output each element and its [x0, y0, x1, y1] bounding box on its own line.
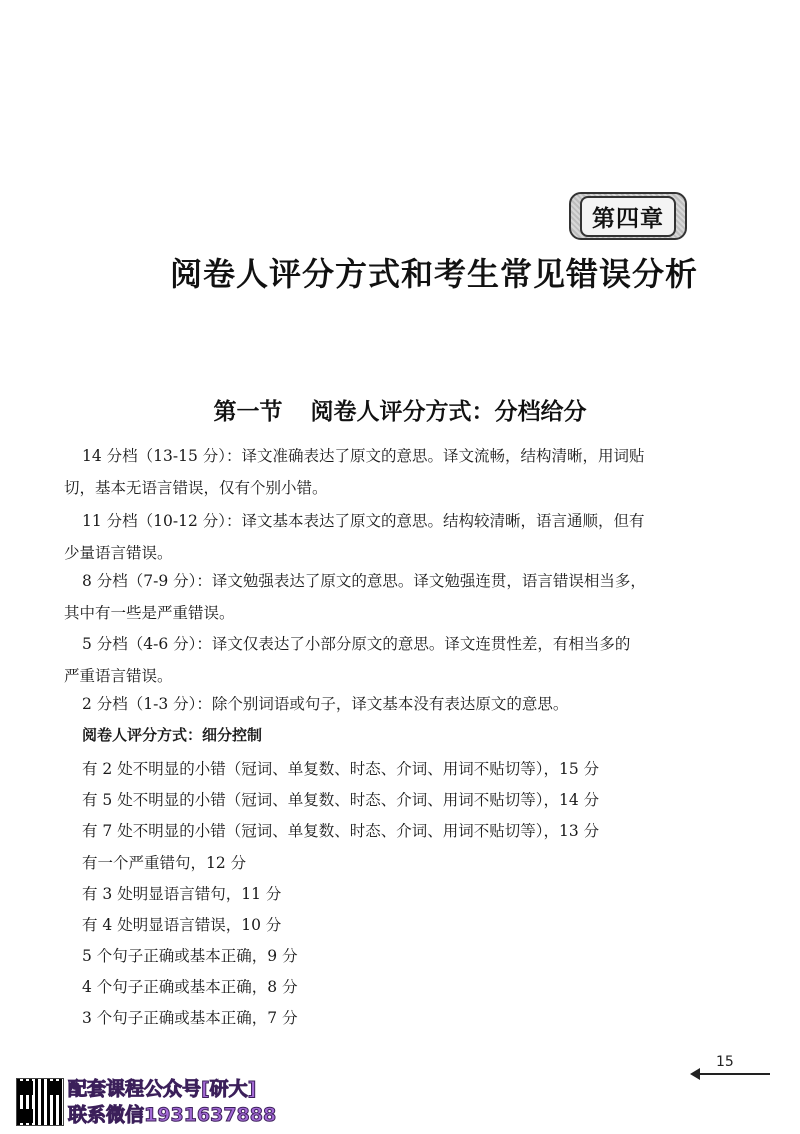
chapter-badge-label: 第四章 — [580, 196, 676, 237]
band-line: 严重语言错误。 — [64, 667, 173, 685]
band-line: 11 分档（10-12 分）：译文基本表达了原文的意思。结构较清晰，语言通顺，但有 — [82, 512, 645, 530]
promo-line-2: 联系微信1931637888 — [68, 1104, 277, 1126]
band-14 — [64, 440, 702, 504]
band-5 — [64, 628, 702, 692]
list-item: 有一个严重错句，12 分 — [82, 854, 247, 872]
list-item: 4 个句子正确或基本正确，8 分 — [82, 978, 298, 996]
footer-arrow-icon — [690, 1068, 700, 1080]
list-item: 有 2 处不明显的小错（冠词、单复数、时态、介词、用词不贴切等），15 分 — [82, 760, 600, 778]
band-line: 5 分档（4-6 分）：译文仅表达了小部分原文的意思。译文连贯性差，有相当多的 — [82, 635, 631, 653]
subhead: 阅卷人评分方式：细分控制 — [82, 726, 263, 744]
section-title — [0, 393, 800, 426]
promo-line-1: 配套课程公众号[研大] — [68, 1078, 257, 1100]
band-8 — [64, 565, 702, 629]
section-number: 第一节 — [213, 399, 283, 425]
chapter-title: 阅卷人评分方式和考生常见错误分析 — [169, 255, 698, 293]
band-11 — [64, 505, 702, 569]
list-item: 5 个句子正确或基本正确，9 分 — [82, 947, 298, 965]
band-line: 2 分档（1-3 分）：除个别词语或句子，译文基本没有表达原文的意思。 — [82, 695, 569, 713]
list-item: 有 3 处明显语言错句，11 分 — [82, 885, 282, 903]
qr-code-icon — [16, 1078, 64, 1126]
band-line: 14 分档（13-15 分）：译文准确表达了原文的意思。译文流畅，结构清晰，用词贴 — [82, 447, 645, 465]
footer-rule — [700, 1073, 770, 1075]
list-item: 有 7 处不明显的小错（冠词、单复数、时态、介词、用词不贴切等），13 分 — [82, 822, 600, 840]
chapter-badge — [569, 192, 687, 240]
band-line: 少量语言错误。 — [64, 544, 173, 562]
band-line: 8 分档（7-9 分）：译文勉强表达了原文的意思。译文勉强连贯，语言错误相当多， — [82, 572, 646, 590]
list-item: 3 个句子正确或基本正确，7 分 — [82, 1009, 298, 1027]
list-item: 有 5 处不明显的小错（冠词、单复数、时态、介词、用词不贴切等），14 分 — [82, 791, 600, 809]
page-number: 15 — [716, 1054, 734, 1070]
list-item: 有 4 处明显语言错误，10 分 — [82, 916, 282, 934]
section-heading: 阅卷人评分方式：分档给分 — [310, 399, 587, 425]
band-line: 其中有一些是严重错误。 — [64, 604, 235, 622]
band-2 — [82, 688, 702, 720]
band-line: 切，基本无语言错误，仅有个别小错。 — [64, 479, 328, 497]
